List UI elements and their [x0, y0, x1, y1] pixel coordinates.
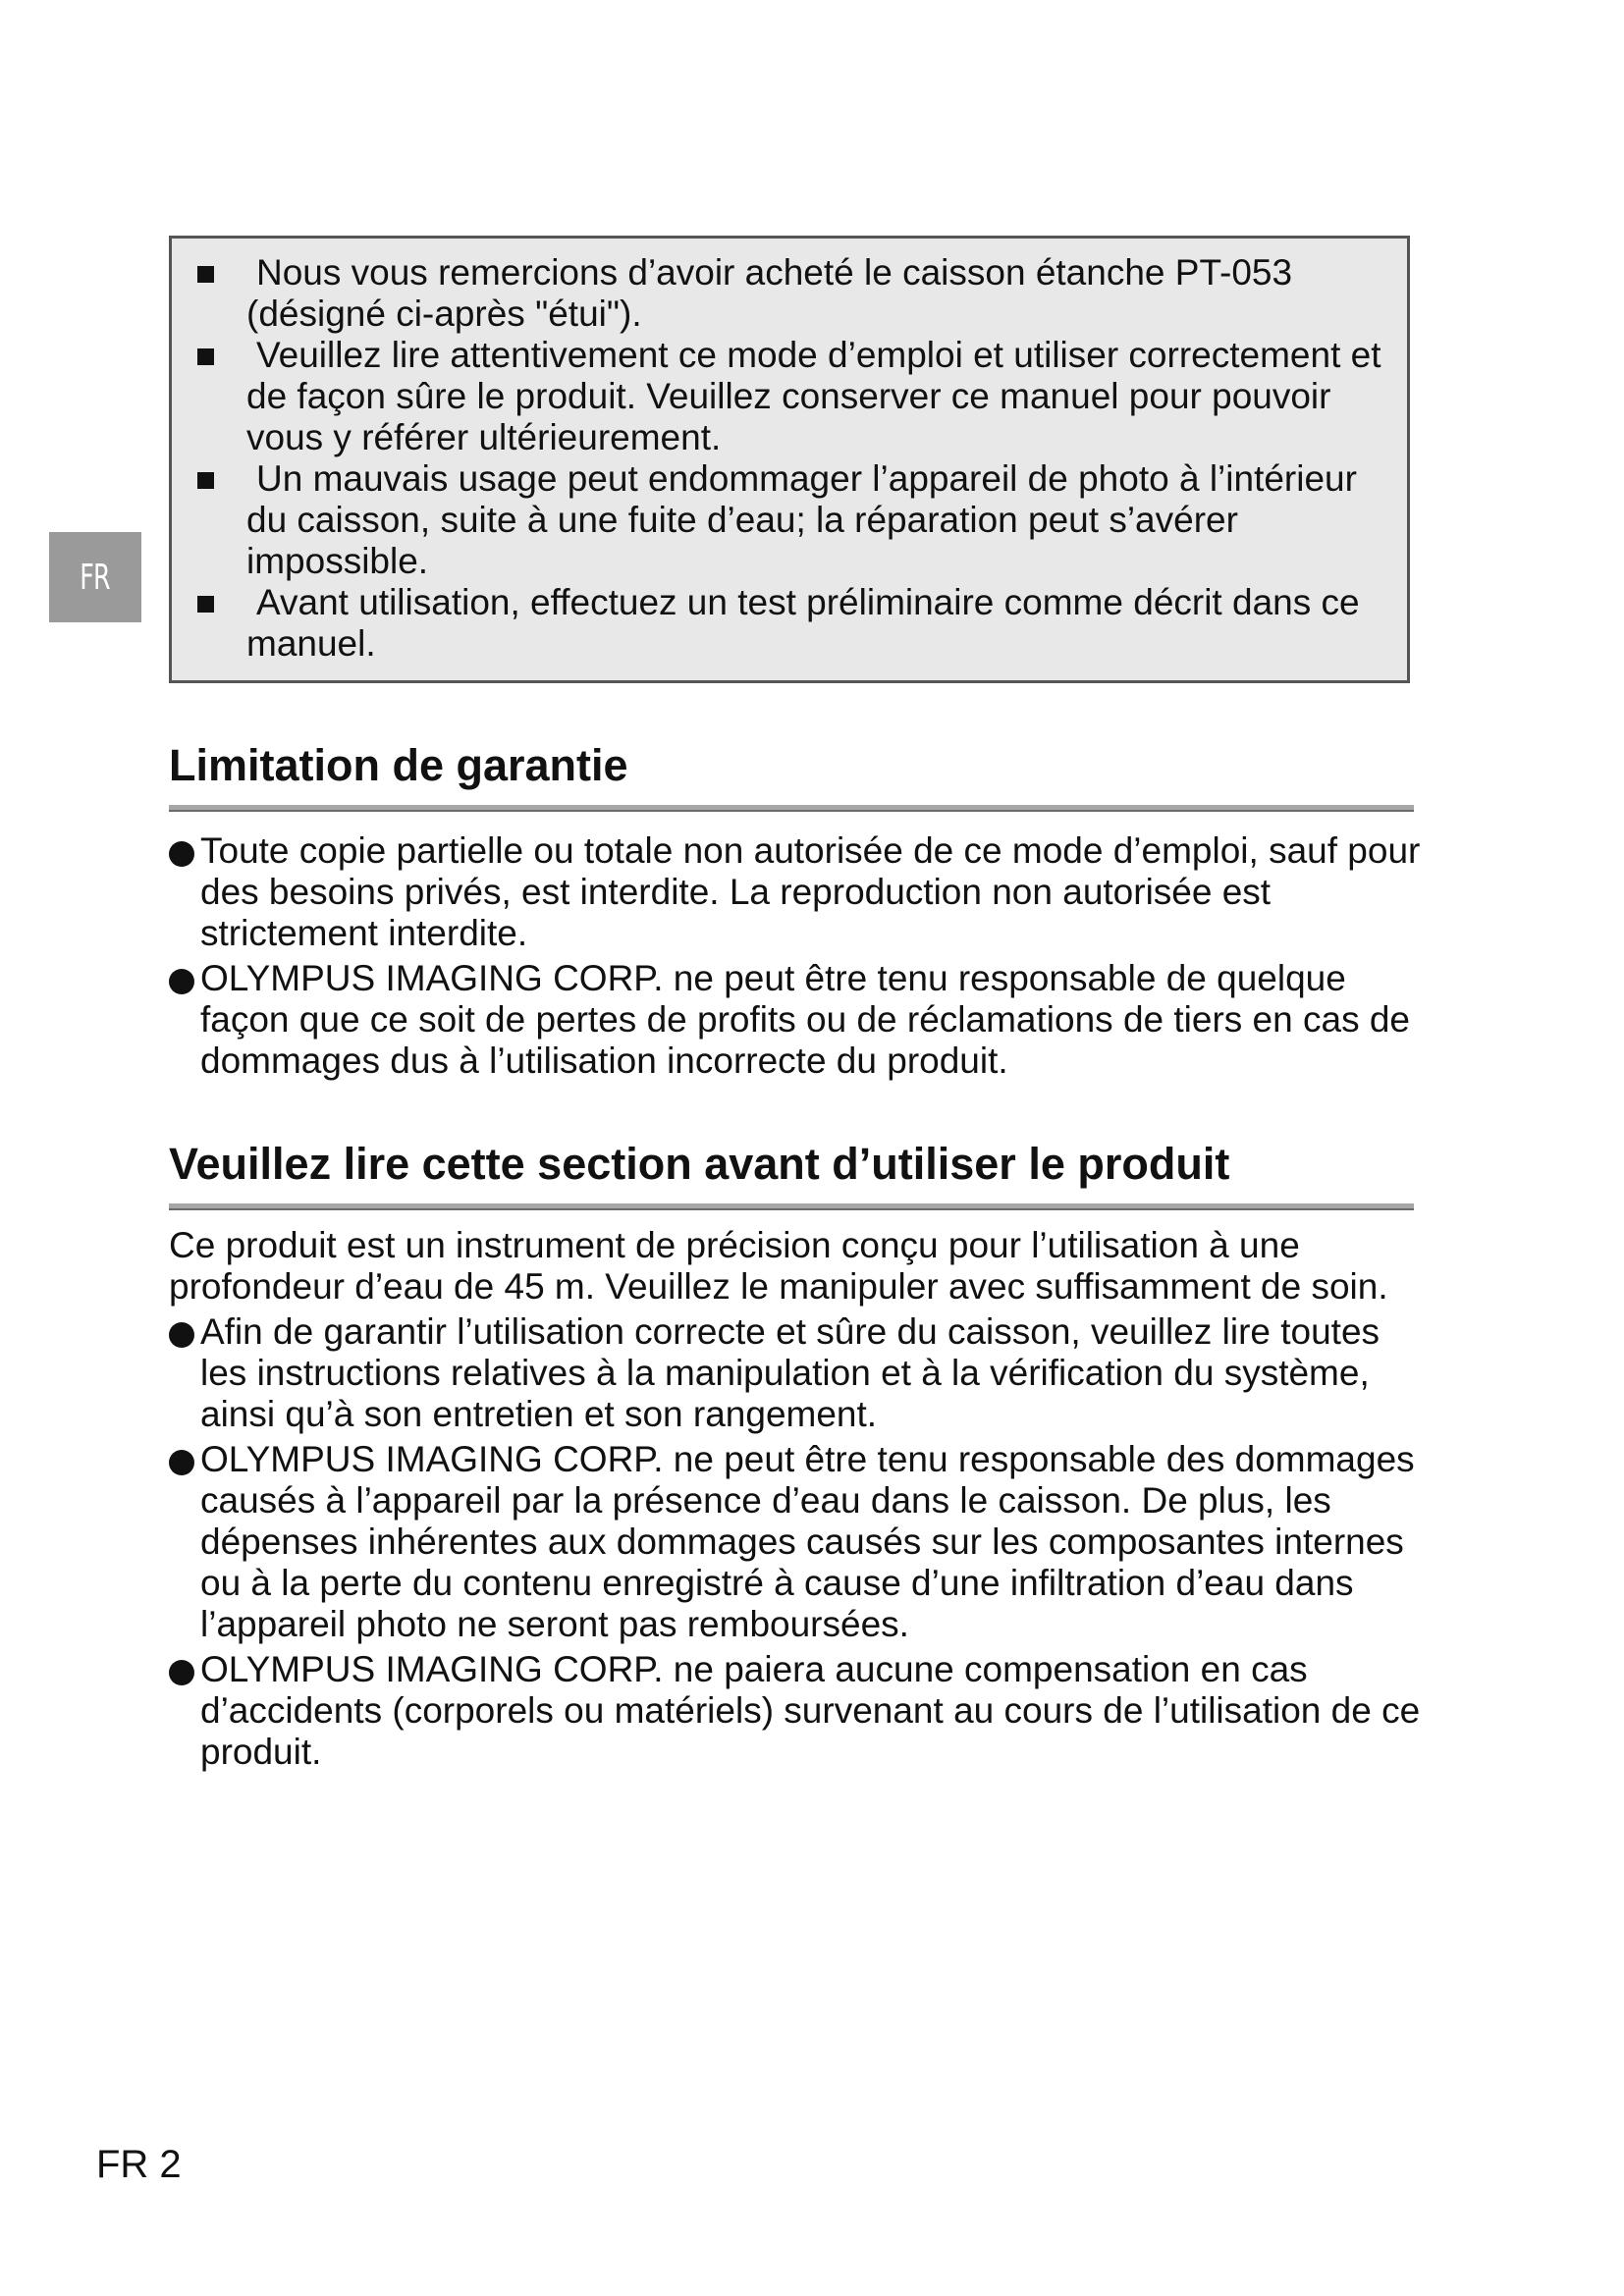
list-item-text: OLYMPUS IMAGING CORP. ne peut être tenu responsable des dommages causés à l’appareil par la présence d’eau dans le caisson. De plus, les dépenses inhérentes aux dommages causés sur les composantes internes ou à la perte du contenu enregistré à cause d’une infiltration d’eau dans l’appareil photo ne seront pas remboursées.	[200, 1439, 1415, 1644]
list-item-text: Toute copie partielle ou totale non autorisée de ce mode d’emploi, sauf pour des besoins privés, est interdite. La reproduction non autorisée est strictement interdite.	[200, 830, 1421, 953]
notice-box	[169, 236, 1410, 683]
round-bullet-icon	[169, 841, 194, 867]
section-intro: Ce produit est un instrument de précision conçu pour l’utilisation à une profondeur d’eau de 45 m. Veuillez le manipuler avec suffisamment de soin.	[169, 1225, 1388, 1307]
list-item	[169, 958, 1430, 1082]
notice-item-text: Nous vous remercions d’avoir acheté le caisson étanche PT-053 (désigné ci-après "étui").	[246, 252, 1293, 334]
notice-item	[172, 335, 1393, 458]
list-item	[169, 830, 1430, 954]
list-item	[169, 1439, 1430, 1645]
notice-item	[172, 582, 1393, 665]
notice-item-text: Avant utilisation, effectuez un test préliminaire comme décrit dans ce manuel.	[246, 582, 1360, 664]
list-item	[169, 1649, 1430, 1773]
square-bullet-icon	[197, 596, 214, 613]
section-body-read-before-use	[169, 1225, 1430, 1773]
square-bullet-icon	[197, 348, 214, 365]
list-item-text: OLYMPUS IMAGING CORP. ne peut être tenu responsable de quelque façon que ce soit de pertes de profits ou de réclamations de tiers en cas de dommages dus à l’utilisation incorrecte du produit.	[200, 958, 1411, 1081]
notice-item-text: Un mauvais usage peut endommager l’appareil de photo à l’intérieur du caisson, suite à une fuite d’eau; la réparation peut s’avérer impossible.	[246, 458, 1357, 581]
language-tab	[49, 532, 141, 622]
notice-item	[172, 458, 1393, 582]
square-bullet-icon	[197, 472, 214, 489]
notice-item	[172, 252, 1393, 335]
square-bullet-icon	[197, 266, 214, 283]
language-tab-label: FR	[80, 557, 111, 598]
list-item-text: Afin de garantir l’utilisation correcte et sûre du caisson, veuillez lire toutes les instructions relatives à la manipulation et à la vérification du système, ainsi qu’à son entretien et son rangement.	[200, 1311, 1380, 1434]
section-body-warranty	[169, 827, 1430, 1082]
section-divider	[169, 1203, 1414, 1210]
page-number: FR 2	[96, 2143, 182, 2186]
section-title-warranty: Limitation de garantie	[169, 740, 628, 790]
round-bullet-icon	[169, 969, 194, 994]
notice-item-text: Veuillez lire attentivement ce mode d’emploi et utiliser correctement et de façon sûre le produit. Veuillez conserver ce manuel pour pouvoir vous y référer ultérieurement.	[246, 335, 1381, 457]
round-bullet-icon	[169, 1322, 194, 1348]
section-divider	[169, 805, 1414, 812]
list-item	[169, 1311, 1430, 1435]
list-item-text: OLYMPUS IMAGING CORP. ne paiera aucune compensation en cas d’accidents (corporels ou matériels) survenant au cours de l’utilisation de ce produit.	[200, 1649, 1421, 1772]
round-bullet-icon	[169, 1450, 194, 1475]
section-title-read-before-use: Veuillez lire cette section avant d’utiliser le produit	[169, 1139, 1230, 1189]
round-bullet-icon	[169, 1660, 194, 1685]
